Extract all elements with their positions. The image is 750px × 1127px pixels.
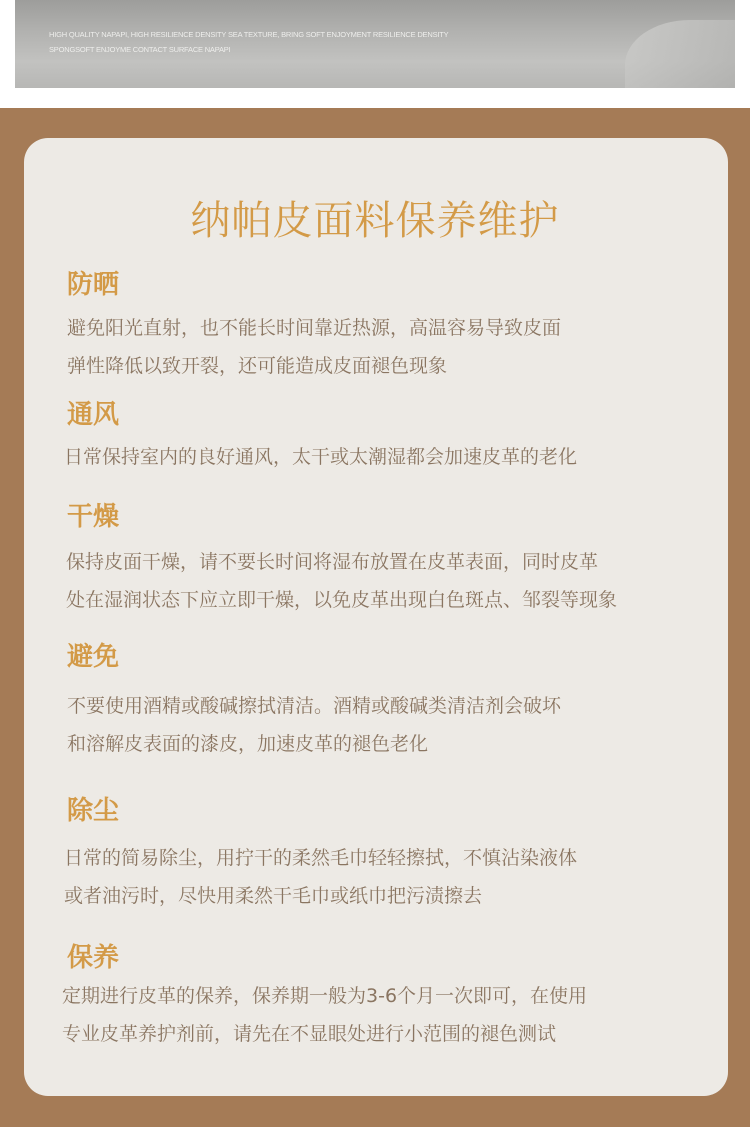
- section-text-maintenance: [62, 977, 587, 1053]
- section-line: 弹性降低以致开裂，还可能造成皮面褪色现象: [67, 355, 448, 377]
- section-line: 日常的简易除尘，用拧干的柔然毛巾轻轻擦拭，不慎沾染液体: [64, 847, 578, 869]
- section-line: 日常保持室内的良好通风，太干或太潮湿都会加速皮革的老化: [64, 446, 578, 468]
- section-text-avoid: [67, 687, 561, 763]
- section-line: 保持皮面干燥，请不要长时间将湿布放置在皮革表面，同时皮革: [66, 551, 599, 573]
- section-title-ventilation: 通风: [67, 400, 120, 430]
- section-text-sun-protection: [67, 309, 561, 385]
- section-line: 不要使用酒精或酸碱擦拭清洁。酒精或酸碱类清洁剂会破坏: [67, 695, 562, 717]
- section-title-maintenance: 保养: [67, 943, 120, 973]
- banner-caption-line-2: SPONGSOFT ENJOYME CONTACT SURFACE NAPAPI: [49, 45, 231, 54]
- banner-caption-line-1: HIGH QUALITY NAPAPI, HIGH RESILIENCE DENSITY SEA TEXTURE, BRING SOFT ENJOYMENT RESILIENCE DENSITY: [49, 30, 449, 39]
- section-line: 专业皮革养护剂前，请先在不显眼处进行小范围的褪色测试: [62, 1023, 557, 1045]
- leather-texture-banner: [15, 0, 735, 88]
- section-line: 或者油污时，尽快用柔然干毛巾或纸巾把污渍擦去: [64, 885, 483, 907]
- section-line: 和溶解皮表面的漆皮，加速皮革的褪色老化: [67, 733, 429, 755]
- section-line: 定期进行皮革的保养，保养期一般为3-6个月一次即可，在使用: [62, 985, 588, 1007]
- section-line: 处在湿润状态下应立即干燥，以免皮革出现白色斑点、邹裂等现象: [66, 589, 618, 611]
- section-title-avoid: 避免: [67, 642, 120, 672]
- page-title: 纳帕皮面料保养维护: [190, 198, 560, 244]
- section-title-sun-protection: 防晒: [67, 270, 120, 300]
- section-title-dust-removal: 除尘: [67, 796, 120, 826]
- section-text-dust-removal: [64, 839, 577, 915]
- section-text-ventilation: [64, 438, 577, 476]
- banner-caption: [49, 27, 529, 57]
- section-text-dry: [66, 543, 617, 619]
- section-title-dry: 干燥: [67, 502, 120, 532]
- section-line: 避免阳光直射，也不能长时间靠近热源，高温容易导致皮面: [67, 317, 562, 339]
